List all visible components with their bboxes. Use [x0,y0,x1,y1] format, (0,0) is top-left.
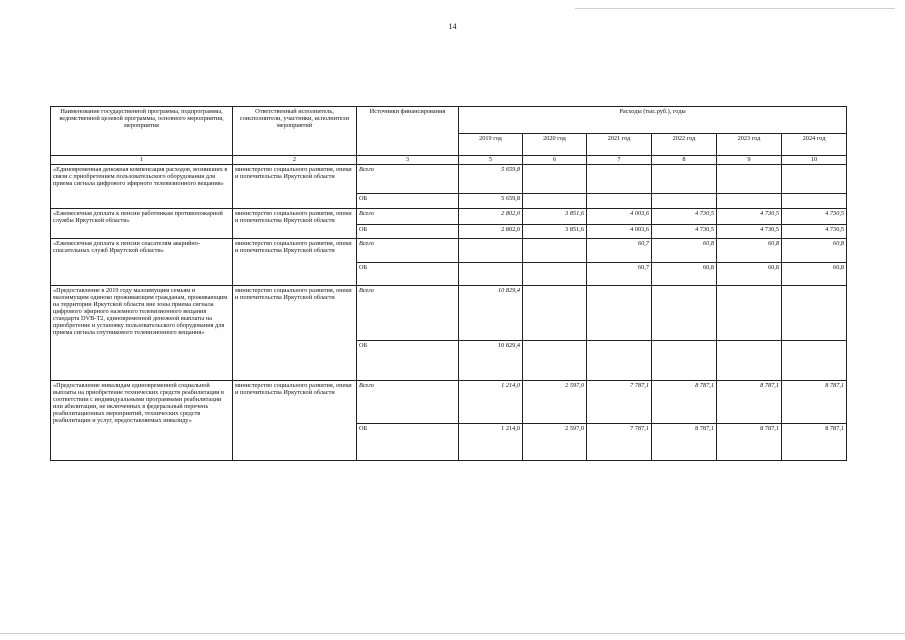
expense-total-value: 2 597,0 [523,381,587,424]
funding-source-ob: ОБ [357,225,459,239]
expense-total-value [717,286,782,341]
header-year: 2021 год [587,134,652,156]
expense-ob-value [587,194,652,209]
header-expenses: Расходы (тыс.руб.), годы [459,107,847,134]
expense-total-value [652,165,717,194]
program-row-total [51,165,847,194]
expense-ob-value: 7 787,1 [587,424,652,461]
funding-source-ob: ОБ [357,341,459,381]
expense-total-value: 10 829,4 [459,286,523,341]
column-number: 6 [523,156,587,165]
expense-ob-value: 8 787,1 [782,424,847,461]
scan-artifact-line [575,8,895,9]
expense-total-value [523,286,587,341]
expense-total-value: 7 787,1 [587,381,652,424]
header-executor-column: Ответственный исполнитель, соисполнители, участники, исполнители мероприятий [233,107,357,156]
scan-artifact-line [0,633,905,634]
program-name: «Единовременная денежная компенсация расходов, возникших в связи с приобретением пользовательского оборудования для приема сигнала цифрового эфирного телевизионного вещания» [51,165,233,209]
column-number: 3 [357,156,459,165]
funding-source-ob: ОБ [357,424,459,461]
expense-total-value [459,239,523,263]
program-executor: министерство социального развития, опеки и попечительства Иркутской области [233,286,357,381]
expense-ob-value: 4 730,5 [717,225,782,239]
program-row-total [51,381,847,424]
program-row-total [51,209,847,225]
expense-ob-value: 3 851,6 [523,225,587,239]
expense-total-value [782,165,847,194]
header-year: 2023 год [717,134,782,156]
expense-total-value [587,286,652,341]
program-executor: министерство социального развития, опеки и попечительства Иркутской области [233,381,357,461]
expense-total-value: 8 787,1 [782,381,847,424]
expense-total-value [523,165,587,194]
expense-ob-value [782,341,847,381]
expense-ob-value: 4 730,5 [652,225,717,239]
expense-ob-value [523,341,587,381]
expense-ob-value [587,341,652,381]
expense-total-value: 4 730,5 [717,209,782,225]
funding-source-total: Всего [357,165,459,194]
expense-total-value: 60,8 [782,239,847,263]
expense-ob-value: 10 829,4 [459,341,523,381]
column-number: 5 [459,156,523,165]
expense-ob-value [652,194,717,209]
program-name: «Ежемесячная доплата к пенсии спасателям аварийно-спасательных служб Иркутской области» [51,239,233,286]
budget-table [50,106,847,461]
funding-source-ob: ОБ [357,194,459,209]
expense-ob-value [523,194,587,209]
expense-ob-value: 4 730,5 [782,225,847,239]
expense-total-value [587,165,652,194]
expense-total-value: 2 802,0 [459,209,523,225]
expense-ob-value: 60,8 [782,263,847,286]
expense-ob-value: 60,8 [717,263,782,286]
expense-ob-value: 4 003,6 [587,225,652,239]
column-number: 1 [51,156,233,165]
expense-total-value [782,286,847,341]
funding-source-total: Всего [357,239,459,263]
expense-total-value: 4 730,5 [652,209,717,225]
expense-total-value: 3 851,6 [523,209,587,225]
program-name: «Предоставление в 2019 году малоимущим семьям и малоимущим одиноко проживающим гражданам, проживающим на территории Иркутской области вне зоны приема сигнала цифрового эфирного наземного телевизионного вещания стандарта DVB-T2, единовременной денежной выплаты на приобретение и установку пользовательского оборудования для приема сигнала спутникового телевизионного вещания» [51,286,233,381]
column-number: 8 [652,156,717,165]
expense-ob-value: 8 787,1 [652,424,717,461]
expense-ob-value: 1 214,0 [459,424,523,461]
header-source-column: Источники финансирования [357,107,459,156]
expense-ob-value [717,341,782,381]
header-year: 2020 год [523,134,587,156]
expense-ob-value: 60,8 [652,263,717,286]
program-executor: министерство социального развития, опеки и попечительства Иркутской области [233,209,357,239]
expense-ob-value: 60,7 [587,263,652,286]
program-executor: министерство социального развития, опеки и попечительства Иркутской области [233,239,357,286]
column-number: 9 [717,156,782,165]
expense-total-value: 4 003,6 [587,209,652,225]
expense-total-value [717,165,782,194]
column-number: 7 [587,156,652,165]
expense-ob-value [459,263,523,286]
funding-source-total: Всего [357,381,459,424]
expense-ob-value [782,194,847,209]
header-year: 2019 год [459,134,523,156]
expense-total-value: 8 787,1 [717,381,782,424]
expense-ob-value: 2 802,0 [459,225,523,239]
program-name: «Предоставление инвалидам единовременной социальной выплаты на приобретение технических средств реабилитации в соответствии с индивидуальными программами реабилитации или абилитации, не включенных в федеральный перечень реабилитационных мероприятий, технических средств реабилитации и услуг, предоставляемых инвалиду» [51,381,233,461]
expense-ob-value [652,341,717,381]
funding-source-ob: ОБ [357,263,459,286]
program-row-total [51,239,847,263]
column-number: 10 [782,156,847,165]
table-body [51,165,847,461]
funding-source-total: Всего [357,209,459,225]
header-name-column: Наименование государственной программы, подпрограммы, ведомственной целевой программы, основного мероприятия, мероприятия [51,107,233,156]
page-number: 14 [448,22,457,31]
expense-total-value: 5 659,8 [459,165,523,194]
expense-ob-value [717,194,782,209]
program-executor: министерство социального развития, опеки и попечительства Иркутской области [233,165,357,209]
expense-ob-value [523,263,587,286]
expense-total-value [652,286,717,341]
column-number: 2 [233,156,357,165]
expense-total-value: 4 730,5 [782,209,847,225]
expense-total-value: 1 214,0 [459,381,523,424]
expense-total-value: 60,7 [587,239,652,263]
expense-total-value: 60,8 [652,239,717,263]
expense-ob-value: 8 787,1 [717,424,782,461]
expense-ob-value: 2 597,0 [523,424,587,461]
expense-total-value: 8 787,1 [652,381,717,424]
expense-ob-value: 5 659,8 [459,194,523,209]
program-name: «Ежемесячная доплата к пенсии работникам противопожарной службы Иркутской области» [51,209,233,239]
header-year: 2024 год [782,134,847,156]
expense-total-value [523,239,587,263]
header-year: 2022 год [652,134,717,156]
expense-total-value: 60,8 [717,239,782,263]
program-row-total [51,286,847,341]
funding-source-total: Всего [357,286,459,341]
